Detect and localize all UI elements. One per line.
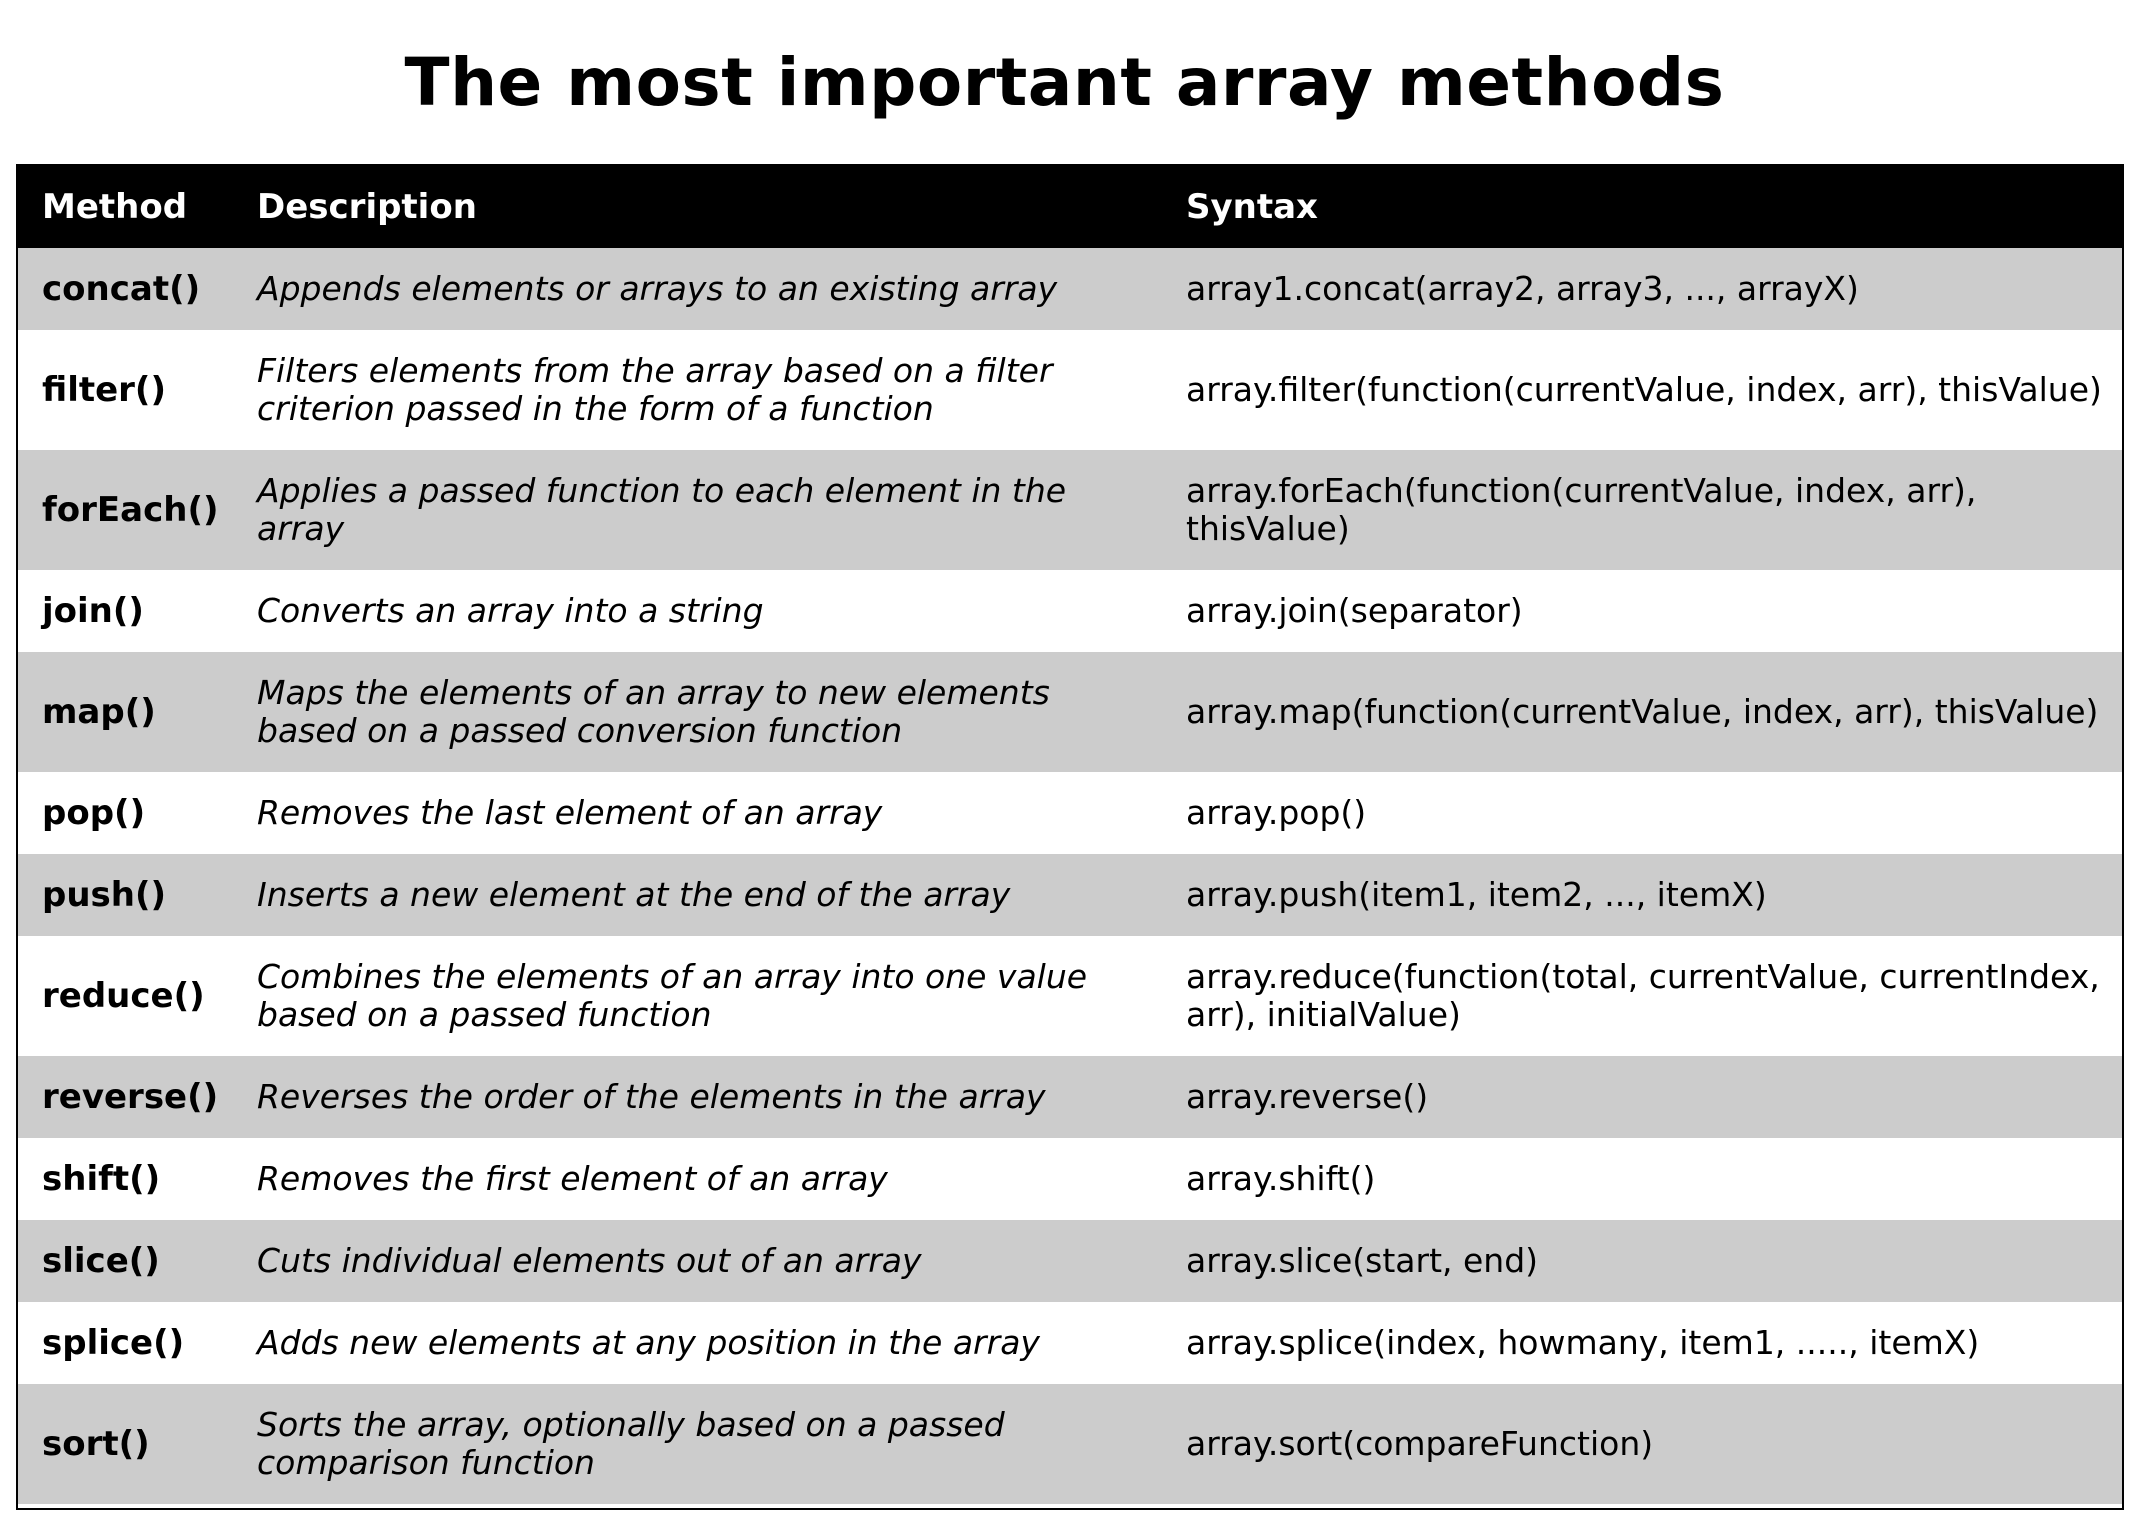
array-methods-table <box>16 164 2124 1510</box>
description-cell: Reverses the order of the elements in the array <box>257 1077 1046 1116</box>
method-cell: reverse() <box>42 1077 219 1117</box>
method-cell: sort() <box>42 1424 150 1464</box>
description-cell: Appends elements or arrays to an existing array <box>257 269 1058 308</box>
method-cell: push() <box>42 875 167 915</box>
description-cell: Cuts individual elements out of an array <box>257 1241 922 1280</box>
method-cell: shift() <box>42 1159 161 1199</box>
description-cell: Sorts the array, optionally based on a passed comparison function <box>257 1405 1005 1482</box>
syntax-cell: array.filter(function(currentValue, index, arr), thisValue) <box>1186 370 2102 409</box>
methods-table <box>18 166 2122 1504</box>
column-header-method: Method <box>42 187 188 227</box>
description-cell: Applies a passed function to each element in the array <box>257 471 1067 548</box>
description-cell: Inserts a new element at the end of the array <box>257 875 1011 914</box>
header-row <box>18 166 2122 248</box>
table-row <box>18 772 2122 854</box>
method-cell: slice() <box>42 1241 160 1281</box>
syntax-cell: array.splice(index, howmany, item1, ....., itemX) <box>1186 1323 1980 1362</box>
table-row <box>18 330 2122 450</box>
syntax-cell: array.reduce(function(total, currentValue, currentIndex, arr), initialValue) <box>1186 957 2100 1034</box>
table-row <box>18 570 2122 652</box>
description-cell: Combines the elements of an array into one value based on a passed function <box>257 957 1088 1034</box>
syntax-cell: array.map(function(currentValue, index, arr), thisValue) <box>1186 692 2099 731</box>
description-cell: Adds new elements at any position in the array <box>257 1323 1040 1362</box>
description-cell: Maps the elements of an array to new elements based on a passed conversion function <box>257 673 1050 750</box>
table-row <box>18 450 2122 570</box>
description-cell: Removes the first element of an array <box>257 1159 888 1198</box>
syntax-cell: array.slice(start, end) <box>1186 1241 1539 1280</box>
syntax-cell: array.forEach(function(currentValue, index, arr), thisValue) <box>1186 471 1977 548</box>
syntax-cell: array1.concat(array2, array3, ..., arrayX) <box>1186 269 1859 308</box>
syntax-cell: array.sort(compareFunction) <box>1186 1424 1654 1463</box>
page-title: The most important array methods <box>404 44 1725 121</box>
table-row <box>18 248 2122 330</box>
method-cell: reduce() <box>42 976 205 1016</box>
syntax-cell: array.join(separator) <box>1186 591 1523 630</box>
table-row <box>18 1302 2122 1384</box>
table-body <box>18 248 2122 1504</box>
description-cell: Removes the last element of an array <box>257 793 883 832</box>
method-cell: splice() <box>42 1323 185 1363</box>
table-row <box>18 854 2122 936</box>
description-cell: Converts an array into a string <box>257 591 764 630</box>
method-cell: filter() <box>42 370 167 410</box>
table-row <box>18 1220 2122 1302</box>
method-cell: concat() <box>42 269 201 309</box>
syntax-cell: array.shift() <box>1186 1159 1376 1198</box>
table-header <box>18 166 2122 248</box>
table-row <box>18 1056 2122 1138</box>
column-header-description: Description <box>257 187 477 227</box>
column-header-syntax: Syntax <box>1186 187 1318 227</box>
method-cell: join() <box>42 591 144 631</box>
table-row <box>18 652 2122 772</box>
method-cell: map() <box>42 692 156 732</box>
syntax-cell: array.pop() <box>1186 793 1367 832</box>
table-row <box>18 936 2122 1056</box>
method-cell: forEach() <box>42 490 219 530</box>
description-cell: Filters elements from the array based on a filter criterion passed in the form of a function <box>257 351 1053 428</box>
syntax-cell: array.reverse() <box>1186 1077 1429 1116</box>
table-row <box>18 1384 2122 1504</box>
method-cell: pop() <box>42 793 146 833</box>
syntax-cell: array.push(item1, item2, ..., itemX) <box>1186 875 1767 914</box>
table-row <box>18 1138 2122 1220</box>
